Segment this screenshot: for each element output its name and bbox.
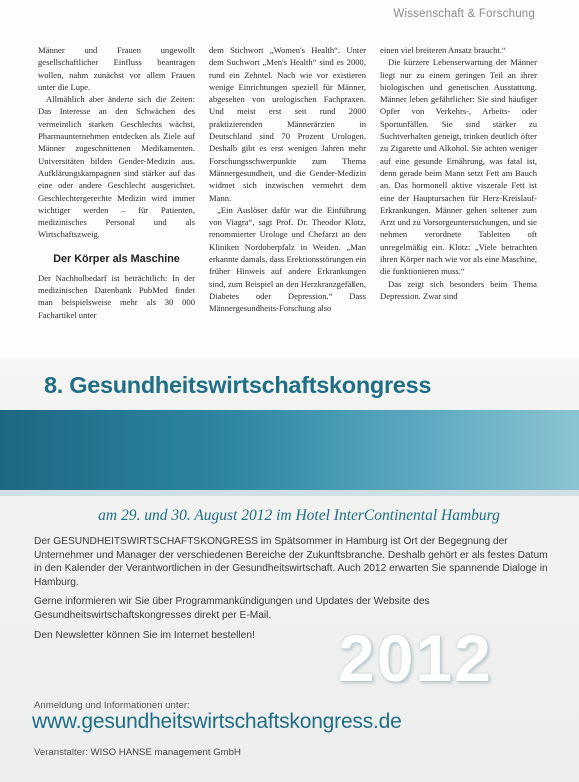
ad-paragraph: Gerne informieren wir Sie über Programmankündigungen und Updates der Website des Gesundheitswirtschaftskongresses direkt per E-Mail. xyxy=(34,596,430,621)
paragraph: dem Stichwort „Women's Health“. Unter dem Suchwort „Men's Health“ sind es 2000, rund ein Zehntel. Nach wie vor existieren wenige Einrichtungen speziell für Männer, abgesehen von urologischen Fachpraxen. Und meist erst seit rund 2000 praktizierenden Männerärzten in Deutschland sind 70 Prozent Urologen. Deshalb gibt es erst wenigen Jahren mehr Forschungsschwerpunkte zum Thema Männergesundheit, und die Gender-Medizin widmet sich inzwischen vermehrt dem Mann. xyxy=(209,45,366,203)
ad-band-stripe xyxy=(0,490,579,496)
paragraph: einen viel breiteren Ansatz braucht.“ xyxy=(380,45,506,55)
paragraph: Die kürzere Lebenserwartung der Männer liegt nur zu einem geringen Teil an ihrer biologischen und genetischen Ausstattung. Männer leben gefährlicher: Sie sind häufiger Opfer von Verkehrs-, Arbeits- oder Sportunfällen. Sie sind stärker zu Suchtverhalten geneigt, trinken deutlich öfter zu Zigarette und Alkohol. Sie achten weniger auf eine gesunde Ernährung, was fatal ist, denn gerade beim Mann setzt Fett am Bauch an. Das hormonell aktive viszerale Fett ist eine der Hauptursachen für Herz-Kreislauf-Erkrankungen. Männer gehen seltener zum Arzt und zu Vorsorgeuntersuchungen, und sie nehmen verordnete Tabletten oft unregelmäßig ein. Klotz: „Viele betrachten ihren Körper nach wie vor als eine Maschine, die funktionieren muss.“ xyxy=(380,57,537,277)
paragraph: Allmählich aber änderte sich die Zeiten: Das Interesse an den Schwächen des vermeintlich starken Geschlechts wächst, Pharmaunternehmen entdecken als Ziele auf Männer zugeschnittenen Medikamenten. Universitäten bilden Gender-Medizin aus. Aufklärungskampagnen sind stärker auf das eine oder andere Geschlecht ausgerichtet. Geschlechtergerechte Medizin wird immer wichtiger werden – für Patienten, medizinisches Personal und als Wirtschaftszweig. xyxy=(38,94,195,240)
article-body xyxy=(38,44,538,354)
article-subheading: Der Körper als Maschine xyxy=(53,252,180,265)
ad-paragraph: Den Newsletter können Sie im Internet bestellen! xyxy=(34,629,255,641)
organizer-name: WISO HANSE management GmbH xyxy=(90,747,241,758)
organizer-label: Veranstalter: xyxy=(34,747,88,758)
website-link[interactable]: www.gesundheitswirtschaftskongress.de xyxy=(32,710,402,733)
ad-color-band xyxy=(0,410,579,490)
paragraph: Das zeigt sich besonders beim Thema Depression. Zwar sind xyxy=(380,278,537,301)
registration-label: Anmeldung und Informationen unter: xyxy=(34,700,190,711)
section-header: Wissenschaft & Forschung xyxy=(393,8,535,20)
paragraph: Der Nachholbedarf ist beträchtlich: In der medizinischen Datenbank PubMed findet man beispielsweise mehr als 30 000 Fachartikel unter xyxy=(38,272,195,320)
congress-advertisement xyxy=(0,358,579,782)
ad-paragraph: Der GESUNDHEITSWIRTSCHAFTSKONGRESS im Spätsommer in Hamburg ist Ort der Begegnung der Unternehmer und Manager der verschiedenen Bereiche der Zukunftsbranche. Deshalb gehört er als festes Datum in den Kalender der Verantwortlichen in der Gesundheitswirtschaft. Auch 2012 erwarten Sie spannende Dialoge in Hamburg. xyxy=(34,536,548,588)
article-column-3 xyxy=(380,44,537,354)
article-column-1 xyxy=(38,44,195,354)
paragraph: „Ein Auslöser dafür war die Einführung von Viagra“, sagt Prof. Dr. Theodor Klotz, renommierter Urologe und Chefarzt an den Kliniken Nordoberpfalz in Weiden. „Man erkannte damals, dass Erektionsstörungen ein früher Hinweis auf andere Erkrankungen sind, zum Beispiel an den Herzkranzgefäßen, Diabetes oder Depression.“ Dass Männergesundheits-Forschung also xyxy=(209,204,366,314)
paragraph: Männer und Frauen ungewollt gesellschaftlicher Einfluss beantragen wollen, nahm zunächst vor allem Frauen unter die Lupe. xyxy=(38,45,195,92)
ad-title: 8. Gesundheitswirtschaftskongress xyxy=(44,372,432,398)
ad-date-line: am 29. und 30. August 2012 im Hotel InterContinental Hamburg xyxy=(98,507,500,524)
article-column-2 xyxy=(209,44,366,354)
ad-year-graphic: 2012 xyxy=(338,621,493,695)
organizer-line xyxy=(34,747,241,758)
